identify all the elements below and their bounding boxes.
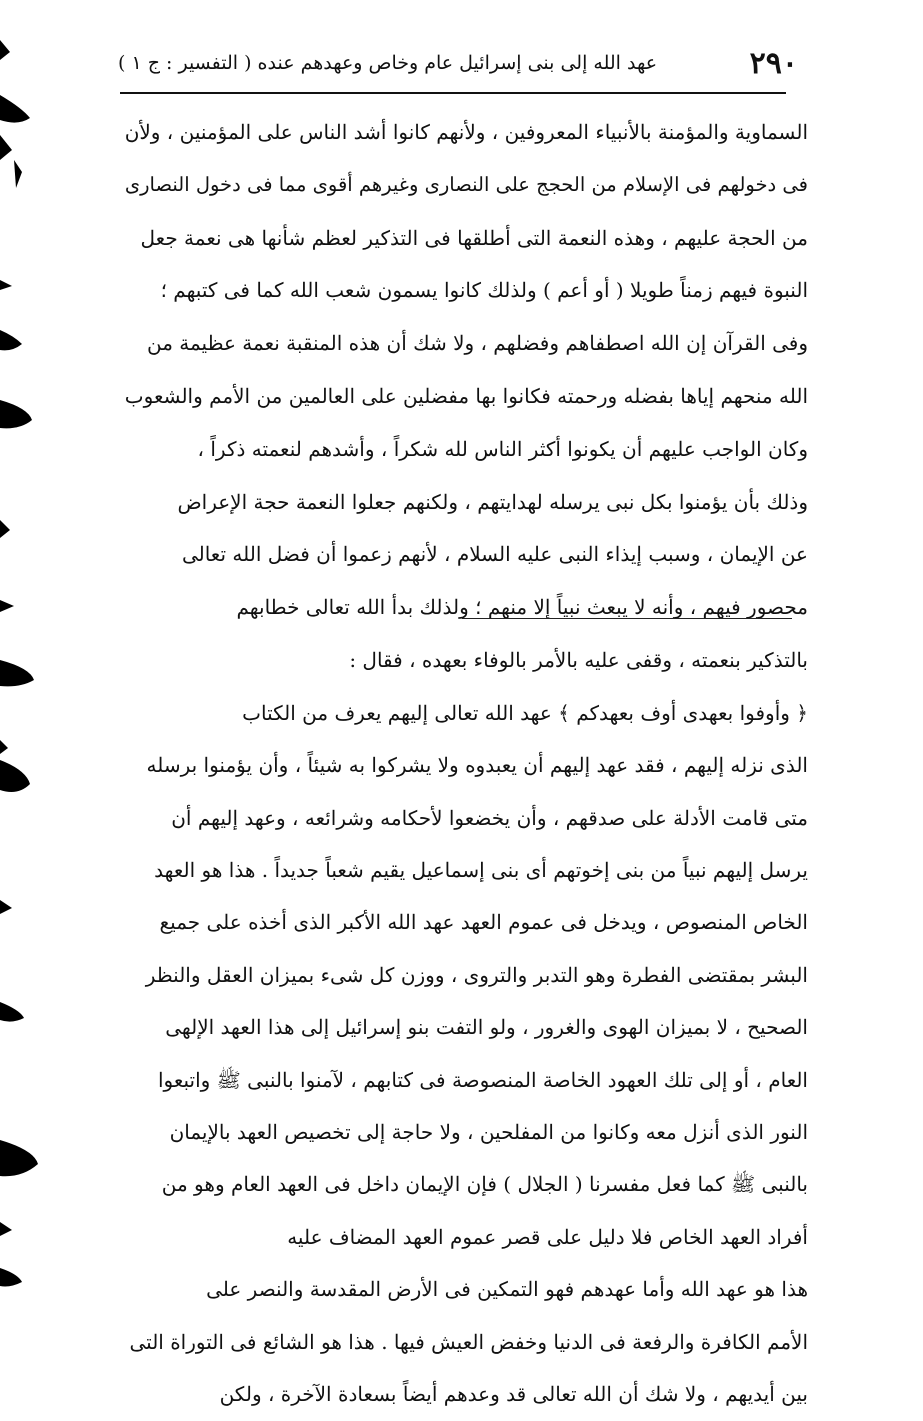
text-line: العام ، أو إلى تلك العهود الخاصة المنصوصة فى كتابهم ، لآمنوا بالنبى ﷺ واتبعوا	[157, 1067, 808, 1092]
paragraph-underline	[462, 618, 792, 619]
text-line: بالتذكير بنعمته ، وقفى عليه بالأمر بالوفاء بعهده ، فقال :	[349, 647, 808, 672]
page-header	[118, 38, 798, 88]
paragraph	[118, 106, 808, 687]
text-line: وذلك بأن يؤمنوا بكل نبى يرسله لهدايتهم ، ولكنهم جعلوا النعمة حجة الإعراض	[177, 489, 808, 514]
text-line: يرسل إليهم نبياً من بنى إخوتهم أى بنى إسماعيل يقيم شعباً جديداً . هذا هو العهد	[154, 857, 808, 882]
paragraph	[118, 687, 808, 1263]
text-line: عن الإيمان ، وسبب إيذاء النبى عليه السلام ، لأنهم زعموا أن فضل الله تعالى	[181, 542, 808, 567]
text-line: هذا هو عهد الله وأما عهدهم فهو التمكين فى الأرض المقدسة والنصر على	[206, 1277, 808, 1302]
text-line: بين أيديهم ، ولا شك أن الله تعالى قد وعدهم أيضاً بسعادة الآخرة ، ولكن	[219, 1382, 808, 1407]
text-line: متى قامت الأدلة على صدقهم ، وأن يخضعوا لأحكامه وشرائعه ، وعهد إليهم أن	[171, 805, 808, 830]
body-text	[118, 106, 808, 1421]
text-line: محصور فيهم ، وأنه لا يبعث نبياً إلا منهم ؛ ولذلك بدأ الله تعالى خطابهم	[236, 595, 808, 620]
text-line: ﴿ وأوفوا بعهدى أوف بعهدكم ﴾ عهد الله تعالى إليهم يعرف من الكتاب	[242, 700, 808, 725]
text-line: البشر بمقتضى الفطرة وهو التدبر والتروى ، ووزن كل شىء بميزان العقل والنظر	[145, 962, 808, 987]
text-line: النور الذى أنزل معه وكانوا من المفلحين ، ولا حاجة إلى تخصيص العهد بالإيمان	[169, 1119, 808, 1144]
page-number: ٢٩٠	[749, 45, 798, 81]
text-line: الخاص المنصوص ، ويدخل فى عموم العهد عهد الله الأكبر الذى أخذه على جميع	[159, 910, 808, 935]
text-line: أفراد العهد الخاص فلا دليل على قصر عموم العهد المضاف عليه	[287, 1224, 808, 1249]
text-line: الله منحهم إياها بفضله ورحمته فكانوا بها مفضلين على العالمين من الأمم والشعوب	[124, 383, 808, 408]
paragraph	[118, 1263, 808, 1421]
text-line: وفى القرآن إن الله اصطفاهم وفضلهم ، ولا شك أن هذه المنقبة نعمة عظيمة من	[146, 331, 808, 356]
header-rule	[120, 92, 786, 94]
binding-edge	[0, 0, 40, 1313]
text-line: السماوية والمؤمنة بالأنبياء المعروفين ، ولأنهم كانوا أشد الناس على المؤمنين ، ولأن	[124, 120, 808, 144]
text-line: الصحيح ، لا بميزان الهوى والغرور ، ولو التفت بنو إسرائيل إلى هذا العهد الإلهى	[165, 1015, 808, 1040]
text-line: وكان الواجب عليهم أن يكونوا أكثر الناس لله شكراً ، وأشدهم لنعمته ذكراً ،	[197, 436, 808, 461]
text-line: الأمم الكافرة والرفعة فى الدنيا وخفض العيش فيها . هذا هو الشائع فى التوراة التى	[129, 1329, 808, 1354]
text-line: من الحجة عليهم ، وهذه النعمة التى أطلقها فى التذكير لعظم شأنها هى نعمة جعل	[140, 225, 808, 250]
running-head: عهد الله إلى بنى إسرائيل عام وخاص وعهدهم عنده ( التفسير : ج ١ )	[118, 52, 658, 74]
text-line: فى دخولهم فى الإسلام من الحجج على النصارى وغيرهم أقوى مما فى دخول النصارى	[124, 172, 808, 196]
text-line: الذى نزله إليهم ، فقد عهد إليهم أن يعبدوه ولا يشركوا به شيئاً ، وأن يؤمنوا برسله	[146, 753, 808, 778]
text-line: بالنبى ﷺ كما فعل مفسرنا ( الجلال ) فإن الإيمان داخل فى العهد العام وهو من	[161, 1172, 808, 1197]
text-line: النبوة فيهم زمناً طويلا ( أو أعم ) ولذلك كانوا يسمون شعب الله كما فى كتبهم ؛	[160, 278, 808, 303]
